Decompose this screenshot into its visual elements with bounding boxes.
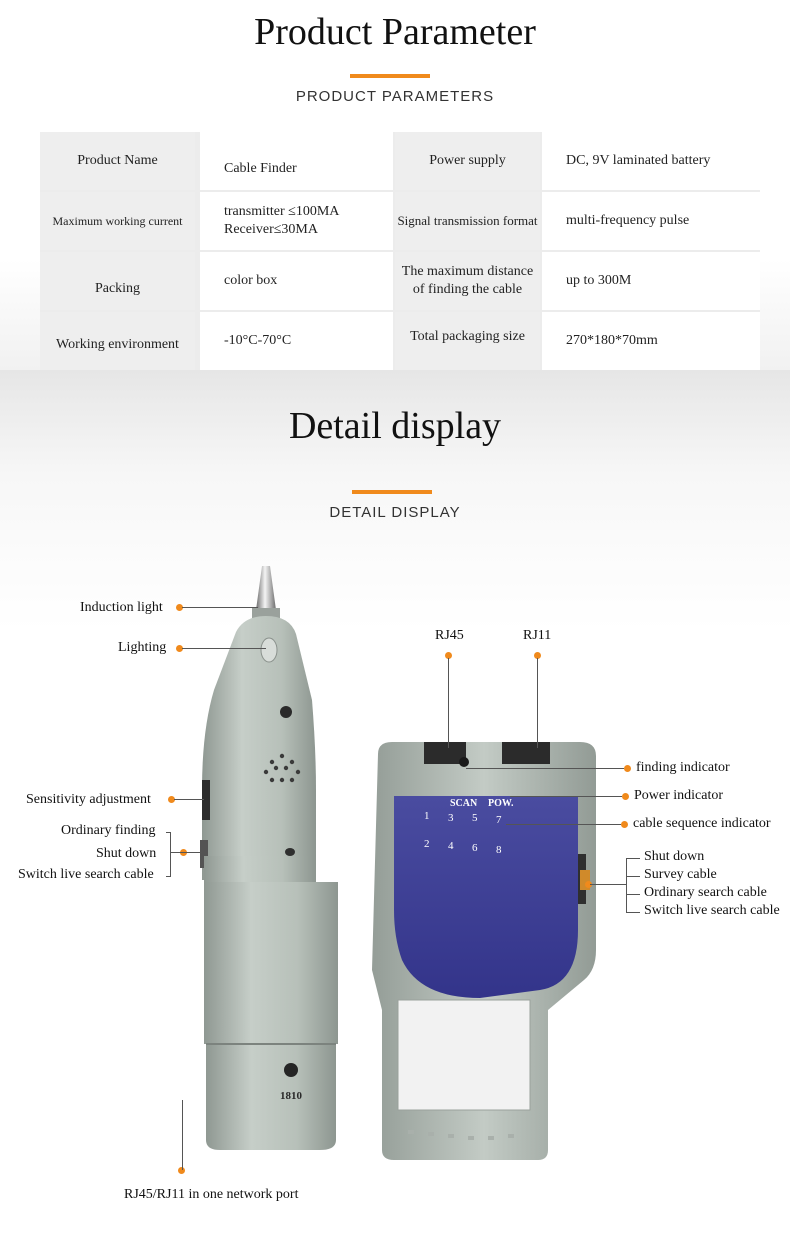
callout-line xyxy=(506,824,621,825)
table-label: Working environment xyxy=(40,312,195,370)
callout-line xyxy=(537,658,538,748)
section-subtitle: PRODUCT PARAMETERS xyxy=(295,88,495,105)
callout-bracket xyxy=(626,858,627,912)
table-label: Signal transmission format xyxy=(395,192,540,250)
table-row xyxy=(40,192,760,250)
table-label: Product Name xyxy=(40,132,195,190)
table-row xyxy=(40,252,760,310)
sensitivity-wheel xyxy=(202,780,210,820)
table-label: Power supply xyxy=(395,132,540,190)
table-value: color box xyxy=(200,252,393,310)
led-number: 8 xyxy=(496,844,502,856)
callout-finding-indicator: finding indicator xyxy=(636,760,730,775)
table-value: transmitter ≤100MA Receiver≤30MA xyxy=(200,192,393,250)
table-value: multi-frequency pulse xyxy=(542,192,760,250)
model-number: 1810 xyxy=(280,1090,302,1102)
parameter-table xyxy=(40,132,760,370)
callout-ordinary-finding: Ordinary finding xyxy=(61,823,156,838)
callout-line xyxy=(590,884,626,885)
detail-display-section xyxy=(0,370,790,1241)
receiver-probe xyxy=(200,566,338,1150)
product-parameter-section xyxy=(0,0,790,370)
table-label: Packing xyxy=(40,252,195,310)
table-value: Cable Finder xyxy=(200,132,393,190)
callout-induction-light: Induction light xyxy=(80,600,163,615)
led-number: 6 xyxy=(472,842,478,854)
led-panel xyxy=(394,796,578,998)
led-number: 5 xyxy=(472,812,478,824)
callout-dot xyxy=(624,765,631,772)
table-row xyxy=(40,312,760,370)
callout-switch-live: Switch live search cable xyxy=(18,867,154,882)
callout-lighting: Lighting xyxy=(118,640,167,655)
section-subtitle: DETAIL DISPLAY xyxy=(329,504,461,521)
title-accent-bar xyxy=(350,74,430,78)
callout-ordinary-search: Ordinary search cable xyxy=(644,885,767,900)
led-number: 2 xyxy=(424,838,430,850)
callout-rj45: RJ45 xyxy=(435,628,464,643)
probe-hole xyxy=(280,706,292,718)
callout-switch-live-right: Switch live search cable xyxy=(644,903,780,918)
led-number: 1 xyxy=(424,810,430,822)
probe-tip xyxy=(256,566,276,610)
callout-rj11: RJ11 xyxy=(523,628,552,643)
callout-line xyxy=(182,648,266,649)
callout-line xyxy=(170,852,202,853)
table-label: Maximum working current xyxy=(40,192,195,250)
table-row xyxy=(40,132,760,190)
callout-line xyxy=(466,768,624,769)
label-window xyxy=(398,1000,530,1110)
callout-dot xyxy=(621,821,628,828)
scan-label: SCAN xyxy=(450,798,478,809)
probe-handle xyxy=(204,882,338,1044)
rj11-port xyxy=(502,742,550,764)
callout-shut-down: Shut down xyxy=(96,846,157,861)
pow-label: POW. xyxy=(488,798,514,809)
callout-line xyxy=(182,1100,183,1170)
callout-shut-down-right: Shut down xyxy=(644,849,705,864)
section-title: Detail display xyxy=(288,405,502,447)
probe-bottom xyxy=(206,1044,336,1150)
callout-sensitivity: Sensitivity adjustment xyxy=(26,792,151,807)
probe-body xyxy=(202,616,316,880)
table-value: 270*180*70mm xyxy=(542,312,760,370)
table-label: The maximum distance of finding the cable xyxy=(395,252,540,310)
callout-line xyxy=(182,607,258,608)
table-value: -10°C-70°C xyxy=(200,312,393,370)
section-title: Product Parameter xyxy=(254,11,536,53)
transmitter-base xyxy=(372,742,596,1160)
table-label: Total packaging size xyxy=(395,312,540,370)
led-number: 7 xyxy=(496,814,502,826)
callout-network-port: RJ45/RJ11 in one network port xyxy=(124,1187,299,1202)
table-value: DC, 9V laminated battery xyxy=(542,132,760,190)
callout-survey-cable: Survey cable xyxy=(644,867,717,882)
callout-power-indicator: Power indicator xyxy=(634,788,724,803)
callout-dot xyxy=(622,793,629,800)
callout-line xyxy=(448,658,449,748)
table-value: up to 300M xyxy=(542,252,760,310)
callout-cable-sequence: cable sequence indicator xyxy=(633,816,771,831)
callout-bracket xyxy=(170,832,171,876)
led-number: 3 xyxy=(448,812,454,824)
callout-line xyxy=(510,796,622,797)
callout-line xyxy=(174,799,204,800)
led-number: 4 xyxy=(448,840,454,852)
